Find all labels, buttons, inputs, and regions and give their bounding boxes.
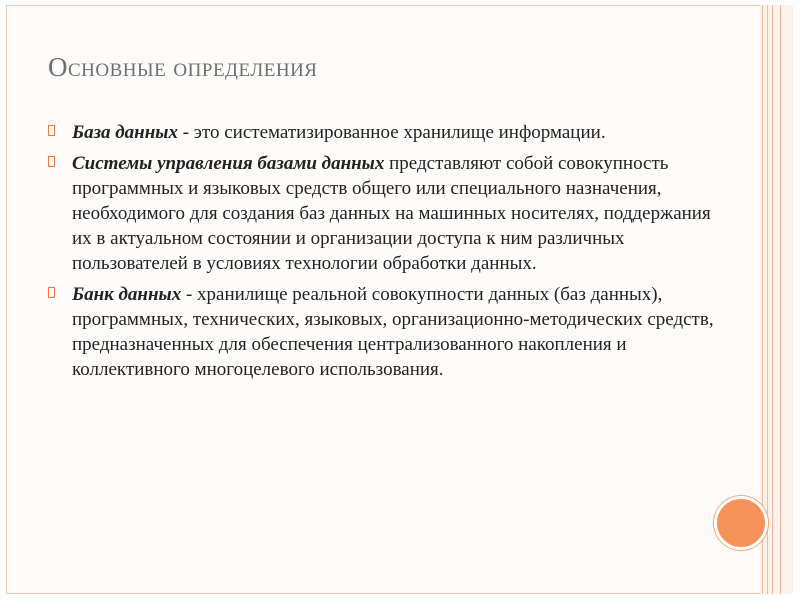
- decorative-band-line: [772, 5, 773, 594]
- definitions-list: [48, 120, 728, 388]
- decorative-band-line: [780, 5, 781, 594]
- definition-text: - это систематизированное хранилище информации.: [177, 122, 606, 143]
- definition-text: - хранилище реальной совокупности данных (баз данных), программных, технических, языковых, организационно-методических средств, предназначенных для обеспечения централизованного накопления и коллективного многоцелевого использования.: [72, 284, 714, 380]
- bullet-icon: [48, 156, 55, 167]
- definition-term: База данных: [72, 122, 178, 143]
- definition-item-database: [48, 120, 728, 145]
- definition-term: Банк данных: [72, 284, 182, 305]
- decorative-side-band: [760, 5, 793, 594]
- definition-item-databank: [48, 282, 728, 382]
- definition-text: представляют собой совокупность программных и языковых средств общего или специального назначения, необходимого для создания баз данных на машинных носителях, поддержания их в актуальном состоянии и организации доступа к ним различных пользователей в условиях технологии обработки данных.: [72, 153, 711, 274]
- accent-circle: [714, 496, 768, 550]
- bullet-icon: [48, 287, 55, 298]
- slide-title: Основные определения: [48, 52, 318, 82]
- bullet-icon: [48, 125, 55, 136]
- definition-item-dbms: [48, 151, 728, 276]
- decorative-band-line: [767, 5, 768, 594]
- definition-term: Системы управления базами данных: [72, 153, 385, 174]
